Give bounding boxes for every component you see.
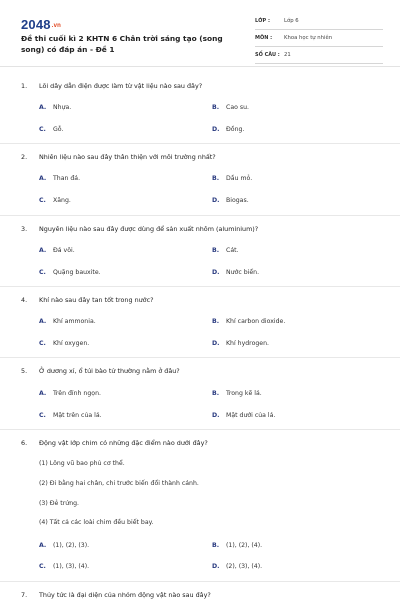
answer-option-a[interactable] — [39, 175, 80, 182]
answer-option-b[interactable] — [212, 175, 252, 182]
option-text: Gỗ. — [53, 126, 64, 133]
answer-option-d[interactable] — [212, 412, 275, 419]
site-logo[interactable] — [21, 17, 61, 32]
meta-key: MÔN : — [255, 35, 273, 41]
statement-line: (3) Đẻ trứng. — [39, 500, 80, 507]
question-divider — [0, 581, 400, 582]
meta-row-class — [255, 13, 383, 30]
question-number: 6. — [21, 439, 28, 447]
document-title: Đề thi cuối kì 2 KHTN 6 Chân trời sáng tạo (song song) có đáp án - Đề 1 — [21, 34, 223, 54]
question-text: Ở dương xỉ, ổ túi bào tử thường nằm ở đâu? — [39, 367, 180, 375]
option-text: (1), (3), (4). — [53, 563, 90, 570]
option-text: Nhựa. — [53, 104, 72, 111]
question-number: 5. — [21, 367, 28, 375]
question-divider — [0, 357, 400, 358]
option-letter: A. — [39, 318, 47, 325]
question-stem — [21, 153, 216, 161]
option-letter: B. — [212, 104, 220, 111]
answer-option-d[interactable] — [212, 340, 269, 347]
statement-line: (1) Lông vũ bao phủ cơ thể. — [39, 460, 125, 467]
option-letter: D. — [212, 126, 220, 133]
answer-option-b[interactable] — [212, 318, 285, 325]
option-letter: A. — [39, 104, 47, 111]
option-letter: C. — [39, 126, 46, 133]
meta-key: SỐ CÂU : — [255, 52, 280, 58]
option-text: Nước biển. — [226, 269, 260, 276]
question-text: Thủy tức là đại diện của nhóm động vật nào sau đây? — [39, 591, 211, 599]
option-text: (1), (2), (3). — [53, 542, 90, 549]
question-number: 4. — [21, 296, 28, 304]
meta-key: LỚP : — [255, 18, 270, 24]
statement-line: (2) Đi bằng hai chân, chi trước biến đổi thành cánh. — [39, 480, 199, 487]
answer-option-a[interactable] — [39, 542, 89, 549]
option-letter: C. — [39, 197, 46, 204]
option-letter: C. — [39, 340, 46, 347]
question-divider — [0, 286, 400, 287]
option-text: Trên đỉnh ngọn. — [53, 390, 101, 397]
option-letter: B. — [212, 175, 220, 182]
option-letter: C. — [39, 269, 46, 276]
question-divider — [0, 215, 400, 216]
option-text: Than đá. — [53, 175, 81, 182]
question-number: 3. — [21, 225, 28, 233]
option-letter: B. — [212, 390, 220, 397]
question-stem — [21, 439, 208, 447]
option-text: Khí hydrogen. — [226, 340, 269, 347]
logo-text: 2048 — [21, 17, 51, 32]
answer-option-c[interactable] — [39, 126, 64, 133]
option-letter: D. — [212, 412, 220, 419]
question-divider — [0, 429, 400, 430]
document-meta — [255, 13, 383, 64]
question-stem — [21, 296, 153, 304]
question-text: Nguyên liệu nào sau đây được dùng để sản xuất nhôm (aluminium)? — [39, 225, 259, 233]
question-text: Khí nào sau đây tan tốt trong nước? — [39, 296, 154, 304]
option-text: (2), (3), (4). — [226, 563, 263, 570]
option-text: Biogas. — [226, 197, 249, 204]
option-text: Khí oxygen. — [53, 340, 90, 347]
header-divider — [0, 66, 400, 67]
option-text: Khí carbon dioxide. — [226, 318, 286, 325]
option-letter: A. — [39, 542, 47, 549]
answer-option-b[interactable] — [212, 247, 239, 254]
option-text: Khí ammonia. — [53, 318, 96, 325]
option-text: Đồng. — [226, 126, 245, 133]
answer-option-b[interactable] — [212, 390, 262, 397]
answer-option-a[interactable] — [39, 318, 96, 325]
meta-value: Khoa học tự nhiên — [284, 35, 333, 41]
option-text: Cao su. — [226, 104, 249, 111]
logo-suffix: .vn — [51, 23, 62, 29]
question-number: 7. — [21, 591, 28, 599]
option-text: (1), (2), (4). — [226, 542, 263, 549]
option-letter: D. — [212, 269, 220, 276]
answer-option-b[interactable] — [212, 104, 249, 111]
option-letter: C. — [39, 563, 46, 570]
answer-option-a[interactable] — [39, 104, 71, 111]
option-letter: D. — [212, 563, 220, 570]
answer-option-d[interactable] — [212, 126, 244, 133]
meta-value: 21 — [284, 52, 291, 58]
option-text: Đá vôi. — [53, 247, 75, 254]
meta-row-question-count — [255, 47, 383, 64]
option-text: Mặt trên của lá. — [53, 412, 102, 419]
answer-option-c[interactable] — [39, 197, 71, 204]
option-text: Cát. — [226, 247, 239, 254]
answer-option-d[interactable] — [212, 197, 249, 204]
option-letter: D. — [212, 340, 220, 347]
option-letter: A. — [39, 175, 47, 182]
question-number: 1. — [21, 82, 28, 90]
meta-row-subject — [255, 30, 383, 47]
question-stem — [21, 225, 258, 233]
answer-option-a[interactable] — [39, 390, 101, 397]
question-stem — [21, 367, 180, 375]
answer-option-c[interactable] — [39, 340, 89, 347]
option-text: Quặng bauxite. — [53, 269, 101, 276]
question-number: 2. — [21, 153, 28, 161]
answer-option-b[interactable] — [212, 542, 262, 549]
answer-option-c[interactable] — [39, 563, 89, 570]
option-text: Xăng. — [53, 197, 71, 204]
question-text: Nhiên liệu nào sau đây thân thiện với môi trường nhất? — [39, 153, 216, 161]
question-stem — [21, 591, 211, 599]
meta-value: Lớp 6 — [284, 18, 299, 24]
option-letter: B. — [212, 247, 220, 254]
option-letter: A. — [39, 390, 47, 397]
option-letter: B. — [212, 318, 220, 325]
option-letter: C. — [39, 412, 46, 419]
option-text: Trong kẽ lá. — [226, 390, 262, 397]
option-letter: B. — [212, 542, 220, 549]
document-header — [0, 0, 400, 66]
option-text: Mặt dưới của lá. — [226, 412, 276, 419]
option-text: Dầu mỏ. — [226, 175, 253, 182]
answer-option-c[interactable] — [39, 412, 102, 419]
question-stem — [21, 82, 202, 90]
question-text: Lõi dây dẫn điện được làm từ vật liệu nào sau đây? — [39, 82, 203, 90]
option-letter: D. — [212, 197, 220, 204]
statement-line: (4) Tất cả các loài chim đều biết bay. — [39, 519, 154, 526]
answer-option-d[interactable] — [212, 269, 259, 276]
answer-option-d[interactable] — [212, 563, 262, 570]
option-letter: A. — [39, 247, 47, 254]
question-divider — [0, 143, 400, 144]
answer-option-c[interactable] — [39, 269, 101, 276]
answer-option-a[interactable] — [39, 247, 75, 254]
question-text: Động vật lớp chim có những đặc điểm nào dưới đây? — [39, 439, 208, 447]
